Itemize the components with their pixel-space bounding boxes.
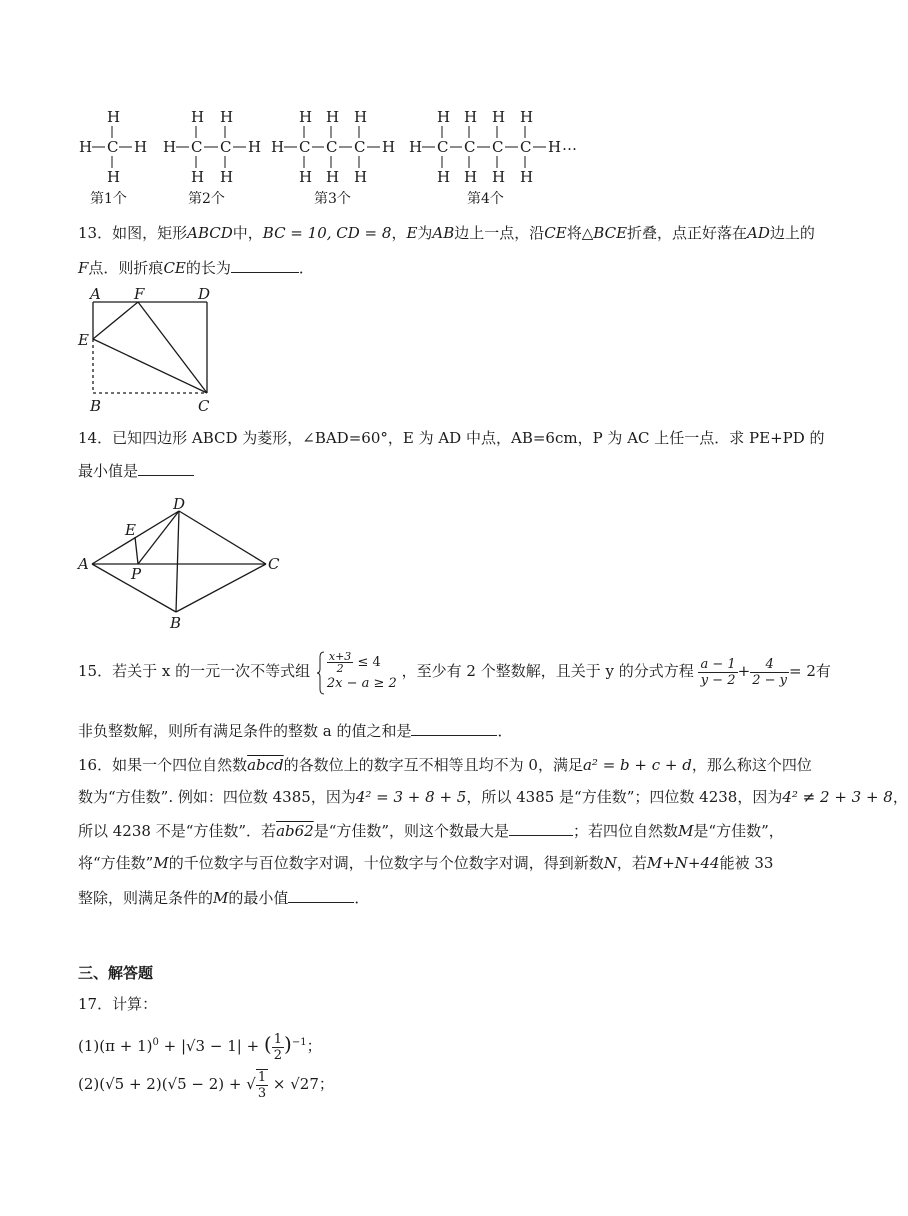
q13-answer-blank[interactable]	[231, 256, 299, 273]
svg-text:H: H	[409, 138, 423, 156]
q13-label-c: C	[198, 397, 210, 415]
svg-text:H: H	[191, 168, 205, 186]
svg-text:C: C	[520, 138, 532, 156]
molecule-1	[79, 108, 147, 186]
q13-line-1: 13．如图，矩形ABCD中，BC = 10, CD = 8，E为AB边上一点，沿CE将△BCE折叠，点正好落在AD边上的	[78, 224, 815, 242]
molecule-4	[409, 108, 577, 186]
svg-text:H: H	[271, 138, 285, 156]
molecule-label-3: 第3个	[314, 191, 351, 207]
svg-text:H: H	[354, 168, 368, 186]
q16-answer-blank-2[interactable]	[288, 886, 354, 903]
svg-text:H: H	[520, 108, 534, 126]
svg-text:H: H	[191, 108, 205, 126]
svg-text:C: C	[220, 138, 232, 156]
svg-text:H: H	[492, 108, 506, 126]
svg-text:C: C	[326, 138, 338, 156]
svg-text:H: H	[107, 168, 121, 186]
q14-figure	[76, 496, 288, 634]
svg-text:C: C	[107, 138, 119, 156]
svg-text:H: H	[299, 168, 313, 186]
molecule-2	[163, 108, 261, 186]
q13-line-2: F点．则折痕CE的长为 ．	[78, 256, 790, 279]
q15-fraction-2: $\frac{4}{2 - y}$	[752, 656, 788, 688]
q13-label-b: B	[90, 397, 102, 415]
q13-label-d: D	[198, 285, 211, 303]
q15-line-1: 15．若关于 x 的一元一次不等式组 $\frac{x+3}{2}$ ≤ 4 2x − a ≥ 2 ，至少有 2 个整数解，且关于 y 的分式方程 $\frac{a - 1}{y - 2}$ + $\frac{4}{2 - y}$ = 2有	[78, 648, 790, 694]
q16-answer-blank-1[interactable]	[509, 819, 573, 836]
q15-fraction-1: $\frac{a - 1}{y - 2}$	[700, 656, 736, 688]
svg-text:H: H	[382, 138, 396, 156]
svg-text:C: C	[464, 138, 476, 156]
svg-text:H: H	[464, 168, 478, 186]
q17-title: 17．计算：	[78, 995, 158, 1013]
q15-line-2: 非负整数解，则所有满足条件的整数 a 的值之和是 ．	[78, 719, 790, 742]
svg-text:C: C	[492, 138, 504, 156]
svg-text:H: H	[326, 108, 340, 126]
q16-line-1: 16．如果一个四位自然数abcd的各数位上的数字互不相等且均不为 0，满足a² = b + c + d，那么称这个四位	[78, 756, 812, 774]
q14-line-1: 14．已知四边形 ABCD 为菱形，∠BAD=60°，E 为 AD 中点，AB=6cm，P 为 AC 上任一点．求 PE+PD 的	[78, 429, 825, 447]
svg-text:H: H	[520, 168, 534, 186]
svg-text:H: H	[464, 108, 478, 126]
molecule-label-2: 第2个	[188, 191, 225, 207]
svg-text:H: H	[134, 138, 148, 156]
svg-text:H: H	[354, 108, 368, 126]
q15-answer-blank[interactable]	[411, 719, 497, 736]
svg-text:H: H	[107, 108, 121, 126]
svg-text:H: H	[220, 108, 234, 126]
svg-text:H: H	[220, 168, 234, 186]
svg-text:H: H	[548, 138, 562, 156]
svg-text:C: C	[191, 138, 203, 156]
molecule-3	[271, 108, 395, 186]
q14-label-p: P	[131, 565, 142, 583]
q14-label-d: D	[173, 495, 186, 513]
svg-text:H: H	[248, 138, 262, 156]
q14-label-e: E	[125, 521, 136, 539]
q13-figure	[76, 284, 226, 416]
svg-text:H: H	[492, 168, 506, 186]
q13-label-f: F	[134, 285, 145, 303]
q14-answer-blank[interactable]	[138, 459, 194, 476]
molecule-label-4: 第4个	[467, 191, 504, 207]
section-3-title: 三、解答题	[78, 964, 154, 982]
q16-line-3: 所以 4238 不是“方佳数”．若ab62是“方佳数”，则这个数最大是 ；若四位自然数M是“方佳数”，	[78, 819, 790, 842]
svg-text:H: H	[437, 108, 451, 126]
svg-text:H: H	[163, 138, 177, 156]
q17-part-2: (2)(√5 + 2)(√5 − 2) + √ $\frac{1}{3}$ × √27；	[78, 1070, 334, 1101]
svg-text:H: H	[437, 168, 451, 186]
q14-label-c: C	[268, 555, 280, 573]
q14-label-b: B	[170, 614, 182, 632]
q14-line-2: 最小值是	[78, 459, 790, 482]
q14-label-a: A	[78, 555, 89, 573]
svg-text:H: H	[326, 168, 340, 186]
q16-line-2: 数为“方佳数”. 例如：四位数 4385，因为4² = 3 + 8 + 5，所以 4385 是“方佳数”；四位数 4238，因为4² ≠ 2 + 3 + 8，	[78, 788, 908, 806]
q15-inequality-system: $\frac{x+3}{2}$ ≤ 4 2x − a ≥ 2	[317, 651, 397, 694]
q17-part-1: $(1)(\pi + 1)^0 + |√3 - 1|$ + ( $\frac{1}{2}$ )$^{-1}$；	[78, 1031, 322, 1063]
svg-text:H: H	[79, 138, 93, 156]
svg-text:C: C	[299, 138, 311, 156]
svg-text:…: …	[562, 136, 577, 154]
q16-line-4: 将“方佳数”M的千位数字与百位数字对调，十位数字与个位数字对调，得到新数N，若M+N+44能被 33	[78, 854, 774, 872]
svg-text:C: C	[437, 138, 449, 156]
svg-text:C: C	[354, 138, 366, 156]
molecule-label-1: 第1个	[90, 191, 127, 207]
svg-text:H: H	[299, 108, 313, 126]
q13-label-e: E	[78, 331, 89, 349]
q13-label-a: A	[90, 285, 101, 303]
q16-line-5: 整除，则满足条件的M的最小值 ．	[78, 886, 790, 909]
